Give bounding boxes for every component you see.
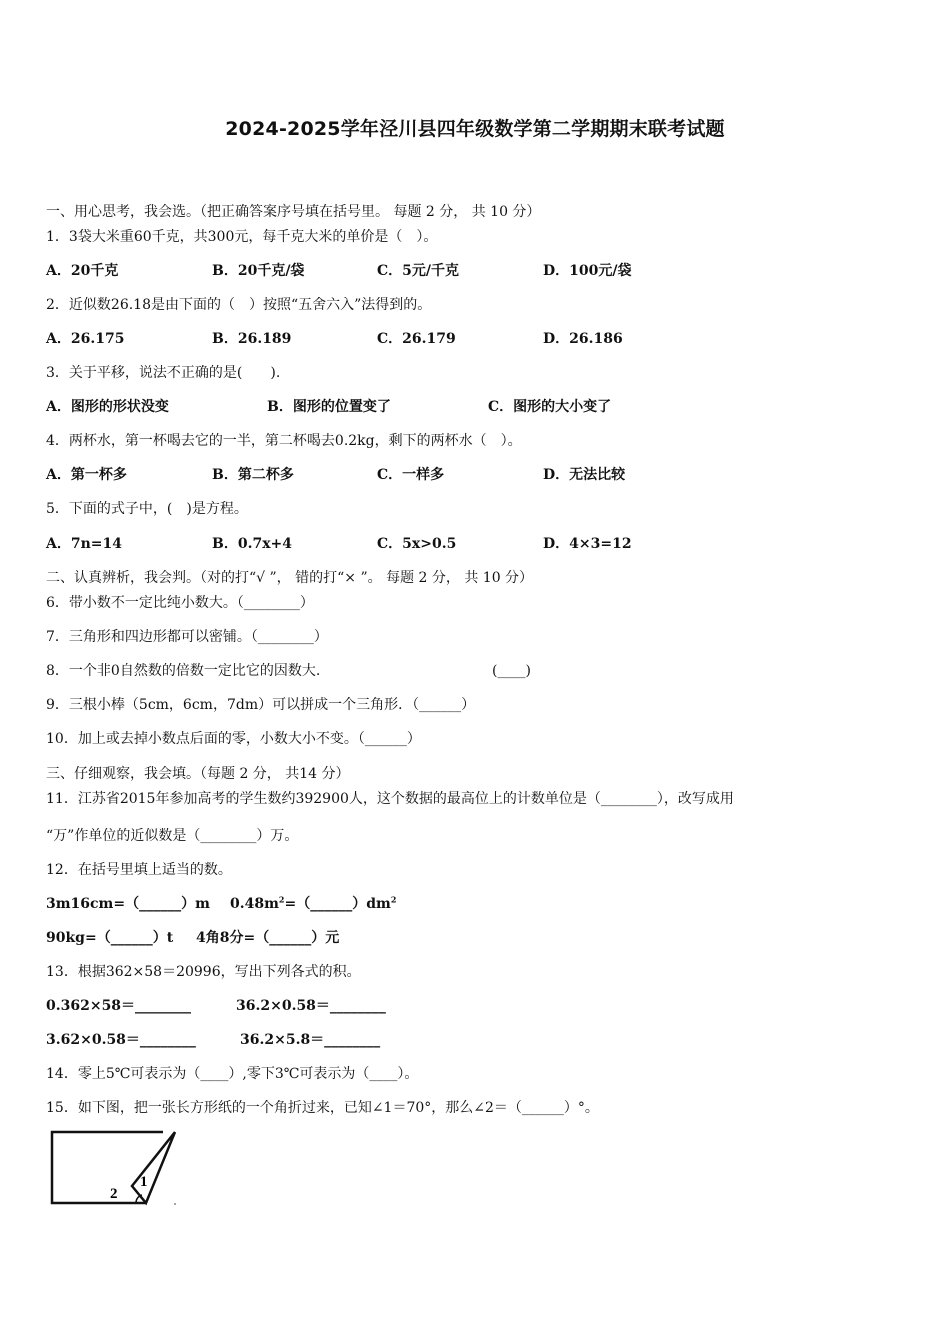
question-13: 13．根据362×58＝20996，写出下列各式的积。	[46, 964, 361, 980]
q12-item-b-exp: 2	[278, 894, 285, 905]
angle-1-label: 1	[140, 1174, 148, 1190]
q12-item-c: 90kg=（______）t	[46, 930, 174, 946]
question-14: 14．零上5℃可表示为（____）,零下3℃可表示为（____）。	[46, 1066, 419, 1082]
section-3-heading: 三、仔细观察，我会填。（每题 2 分， 共14 分）	[46, 766, 350, 782]
question-15: 15．如下图，把一张长方形纸的一个角折过来，已知∠1＝70°，那么∠2＝（______）°。	[46, 1100, 599, 1116]
page-title: 2024-2025学年泾川县四年级数学第二学期期末联考试题	[225, 118, 725, 140]
q2-option-b: B．26.189	[212, 331, 292, 347]
q4-option-d: D．无法比较	[543, 467, 626, 483]
q3-option-b: B．图形的位置变了	[267, 399, 391, 415]
question-11-line-1: 11．江苏省2015年参加高考的学生数约392900人，这个数据的最高位上的计数单位是（________），改写成用	[46, 791, 734, 807]
question-4: 4．两杯水，第一杯喝去它的一半，第二杯喝去0.2kg，剩下的两杯水（ ）。	[46, 433, 522, 449]
q5-option-d: D．4×3=12	[543, 536, 632, 552]
q13-item-a: 0.362×58＝________	[46, 998, 192, 1014]
q13-item-b: 36.2×0.58＝________	[236, 998, 386, 1014]
angle-2-label: 2	[110, 1186, 118, 1202]
folded-corner	[132, 1132, 175, 1203]
figure-dot	[174, 1203, 176, 1205]
q1-option-c: C．5元/千克	[377, 263, 459, 279]
q1-option-a: A．20千克	[46, 263, 119, 279]
question-1: 1．3袋大米重60千克，共300元，每千克大米的单价是（ ）。	[46, 229, 438, 245]
question-3: 3．关于平移，说法不正确的是( ).	[46, 365, 281, 381]
q12-item-b	[230, 895, 396, 913]
q12-item-b-base: 0.48m	[230, 896, 279, 912]
q3-option-a: A．图形的形状没变	[46, 399, 169, 415]
question-8: 8．一个非0自然数的倍数一定比它的因数大.	[46, 663, 321, 679]
question-2: 2．近似数26.18是由下面的（ ）按照“五舍六入”法得到的。	[46, 297, 432, 313]
q5-option-a: A．7n=14	[46, 536, 122, 552]
q13-item-d: 36.2×5.8＝________	[240, 1032, 381, 1048]
q4-option-a: A．第一杯多	[46, 467, 127, 483]
section-2-heading: 二、认真辨析，我会判。（对的打“√ ”， 错的打“× ”。 每题 2 分， 共 10 分）	[46, 570, 534, 586]
question-9: 9．三根小棒（5cm，6cm，7dm）可以拼成一个三角形．（______）	[46, 697, 476, 713]
q1-option-d: D．100元/袋	[543, 263, 632, 279]
section-1-heading: 一、用心思考，我会选。（把正确答案序号填在括号里。 每题 2 分， 共 10 分）	[46, 204, 541, 220]
question-6: 6．带小数不一定比纯小数大。（________）	[46, 595, 314, 611]
question-11-line-2: “万”作单位的近似数是（________）万。	[46, 828, 299, 844]
question-8-blank: (____)	[492, 663, 531, 679]
q5-option-c: C．5x>0.5	[377, 536, 457, 552]
q12-item-d: 4角8分=（______）元	[196, 930, 340, 946]
q12-item-b-unit-exp: 2	[390, 894, 397, 905]
question-5: 5．下面的式子中，( )是方程。	[46, 501, 248, 517]
q12-item-b-rest: =（______）dm	[284, 896, 391, 912]
q3-option-c: C．图形的大小变了	[488, 399, 612, 415]
q12-item-a: 3m16cm=（______）m	[46, 896, 210, 912]
question-10: 10．加上或去掉小数点后面的零，小数大小不变。（______）	[46, 731, 421, 747]
question-12: 12．在括号里填上适当的数。	[46, 862, 232, 878]
q4-option-c: C．一样多	[377, 467, 445, 483]
question-7: 7．三角形和四边形都可以密铺。（________）	[46, 629, 328, 645]
q13-item-c: 3.62×0.58＝________	[46, 1032, 196, 1048]
q5-option-b: B．0.7x+4	[212, 536, 293, 552]
q2-option-a: A．26.175	[46, 331, 125, 347]
q2-option-c: C．26.179	[377, 331, 456, 347]
q4-option-b: B．第二杯多	[212, 467, 294, 483]
folded-rectangle-figure	[44, 1128, 184, 1208]
q1-option-b: B．20千克/袋	[212, 263, 305, 279]
q2-option-d: D．26.186	[543, 331, 623, 347]
